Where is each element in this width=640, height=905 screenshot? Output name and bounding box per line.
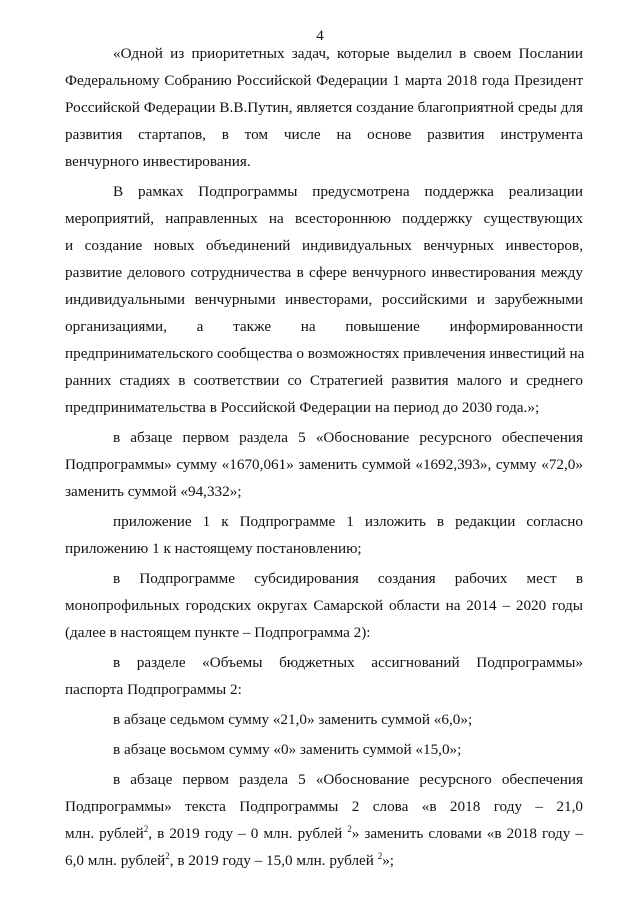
paragraph-line: в Подпрограмме субсидирования создания рабочих мест в bbox=[113, 570, 583, 587]
paragraph-line: и создание новых объединений индивидуальных венчурных инвесторов, bbox=[65, 237, 583, 254]
text-run: , в 2019 году – 0 млн. рублей bbox=[148, 825, 348, 842]
paragraph bbox=[65, 178, 583, 421]
footnote-mark: 2 bbox=[377, 851, 383, 861]
paragraph-line: индивидуальными венчурными инвесторами, российскими и зарубежными bbox=[65, 291, 583, 308]
text-run: » заменить словами «в 2018 году – bbox=[351, 825, 583, 842]
paragraph-line: Российской Федерации В.В.Путин, является создание благоприятной среды для bbox=[65, 99, 583, 116]
paragraph bbox=[65, 706, 583, 733]
paragraph-line: венчурного инвестирования. bbox=[65, 153, 251, 170]
paragraph-line bbox=[65, 847, 583, 874]
paragraph-line: Подпрограммы» текста Подпрограммы 2 слова «в 2018 году – 21,0 bbox=[65, 798, 583, 815]
paragraph-line: в разделе «Объемы бюджетных ассигнований Подпрограммы» bbox=[113, 654, 583, 671]
paragraph bbox=[65, 40, 583, 175]
paragraph-line: предпринимательства в Российской Федерации на период до 2030 года.»; bbox=[65, 399, 540, 416]
footnote-mark: 2 bbox=[347, 824, 352, 834]
paragraph bbox=[65, 736, 583, 763]
paragraph-line: «Одной из приоритетных задач, которые выделил в своем Послании bbox=[113, 45, 583, 62]
paragraph-line: предпринимательского сообщества о возможностях привлечения инвестиций на bbox=[65, 345, 585, 362]
paragraph-list bbox=[65, 40, 583, 763]
paragraph-last bbox=[65, 766, 583, 874]
paragraph-line: в абзаце первом раздела 5 «Обоснование ресурсного обеспечения bbox=[113, 429, 583, 446]
paragraph-line bbox=[65, 820, 583, 847]
text-run: млн. рублей bbox=[65, 825, 144, 842]
paragraph-line: развитие делового сотрудничества в сфере венчурного инвестирования между bbox=[65, 264, 583, 281]
paragraph-line: Подпрограммы» сумму «1670,061» заменить суммой «1692,393», сумму «72,0» bbox=[65, 456, 583, 473]
paragraph bbox=[65, 565, 583, 646]
paragraph-line: в абзаце седьмом сумму «21,0» заменить суммой «6,0»; bbox=[113, 711, 473, 728]
paragraph-line: развития стартапов, в том числе на основе развития инструмента bbox=[65, 126, 583, 143]
paragraph-line: монопрофильных городских округах Самарской области на 2014 – 2020 годы bbox=[65, 597, 583, 614]
document-body bbox=[65, 40, 583, 877]
paragraph-line: приложению 1 к настоящему постановлению; bbox=[65, 540, 362, 557]
paragraph-line: приложение 1 к Подпрограмме 1 изложить в редакции согласно bbox=[113, 513, 583, 530]
text-run: , в 2019 году – 15,0 млн. рублей bbox=[169, 852, 378, 869]
paragraph-line: в абзаце первом раздела 5 «Обоснование ресурсного обеспечения bbox=[113, 771, 583, 788]
paragraph-line: в абзаце восьмом сумму «0» заменить суммой «15,0»; bbox=[113, 741, 462, 758]
paragraph-line: (далее в настоящем пункте – Подпрограмма 2): bbox=[65, 624, 371, 641]
paragraph-line: паспорта Подпрограммы 2: bbox=[65, 681, 242, 698]
paragraph-line: мероприятий, направленных на всестороннюю поддержку существующих bbox=[65, 210, 583, 227]
footnote-mark: 2 bbox=[165, 851, 170, 861]
text-run: 6,0 млн. рублей bbox=[65, 852, 166, 869]
paragraph-line: Федеральному Собранию Российской Федерации 1 марта 2018 года Президент bbox=[65, 72, 583, 89]
paragraph bbox=[65, 424, 583, 505]
paragraph bbox=[65, 649, 583, 703]
text-run: »; bbox=[382, 852, 395, 869]
page-number: 4 bbox=[316, 28, 324, 44]
paragraph-line: заменить суммой «94,332»; bbox=[65, 483, 242, 500]
footnote-mark: 2 bbox=[143, 824, 149, 834]
paragraph-line: организациями, а также на повышение информированности bbox=[65, 318, 583, 335]
paragraph bbox=[65, 508, 583, 562]
paragraph-line: ранних стадиях в соответствии со Стратегией развития малого и среднего bbox=[65, 372, 583, 389]
paragraph-line: В рамках Подпрограммы предусмотрена поддержка реализации bbox=[113, 183, 583, 200]
